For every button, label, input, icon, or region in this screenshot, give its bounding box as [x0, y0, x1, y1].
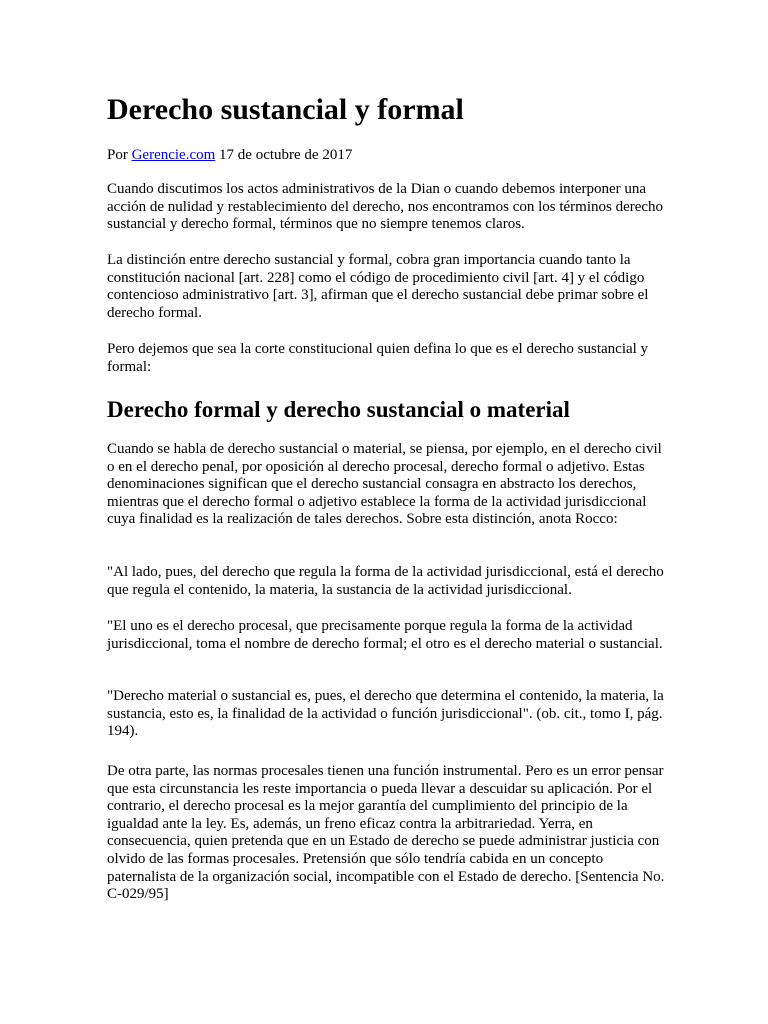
article-title: Derecho sustancial y formal: [107, 93, 464, 126]
section-paragraph-1: Cuando se habla de derecho sustancial o material, se piensa, por ejemplo, en el derecho civil o en el derecho penal, por oposición al derecho procesal, derecho formal o adjetivo. Estas denominaciones significan que el derecho sustancial consagra en abstracto los derechos, mientras que el derecho formal o adjetivo establece la forma de la actividad jurisdiccional cuya finalidad es la realización de tales derechos. Sobre esta distinción, anota Rocco:: [107, 441, 662, 528]
intro-paragraph-2: La distinción entre derecho sustancial y formal, cobra gran importancia cuando tanto la constitución nacional [art. 228] como el código de procedimiento civil [art. 4] y el código contencioso administrativo [art. 3], afirman que el derecho sustancial debe primar sobre el derecho formal.: [107, 252, 649, 321]
quote-paragraph-2: "El uno es el derecho procesal, que precisamente porque regula la forma de la actividad jurisdiccional, toma el nombre de derecho formal; el otro es el derecho material o sustancial.: [107, 618, 663, 652]
section-paragraph-5: De otra parte, las normas procesales tienen una función instrumental. Pero es un error pensar que esta circunstancia les reste importancia o pueda llevar a descuidar su aplicación. Por el contrario, el derecho procesal es la mejor garantía del cumplimiento del principio de la igualdad ante la ley. Es, además, un freno eficaz contra la arbitrariedad. Yerra, en consecuencia, quien pretenda que en un Estado de derecho se puede administrar justicia con olvido de las formas procesales. Pretensión que sólo tendría cabida en un concepto paternalista de la organización social, incompatible con el Estado de derecho. [Sentencia No. C-029/95]: [107, 763, 665, 903]
intro-paragraph-1: Cuando discutimos los actos administrativos de la Dian o cuando debemos interponer una acción de nulidad y restablecimiento del derecho, nos encontramos con los términos derecho sustancial y derecho formal, términos que no siempre tenemos claros.: [107, 181, 664, 233]
byline-prefix: Por: [107, 147, 128, 163]
section-heading: Derecho formal y derecho sustancial o material: [107, 397, 570, 422]
publish-date: 17 de octubre de 2017: [219, 147, 353, 163]
intro-paragraph-3: Pero dejemos que sea la corte constitucional quien defina lo que es el derecho sustancial y formal:: [107, 341, 649, 375]
author-link[interactable]: Gerencie.com: [131, 147, 216, 163]
quote-paragraph-3: "Derecho material o sustancial es, pues, el derecho que determina el contenido, la materia, la sustancia, esto es, la finalidad de la actividad o función jurisdiccional". (ob. cit., tomo I, pág. 194).: [107, 688, 664, 740]
quote-paragraph-1: "Al lado, pues, del derecho que regula la forma de la actividad jurisdiccional, está el derecho que regula el contenido, la materia, la sustancia de la actividad jurisdiccional.: [107, 564, 664, 598]
byline: [107, 146, 352, 164]
